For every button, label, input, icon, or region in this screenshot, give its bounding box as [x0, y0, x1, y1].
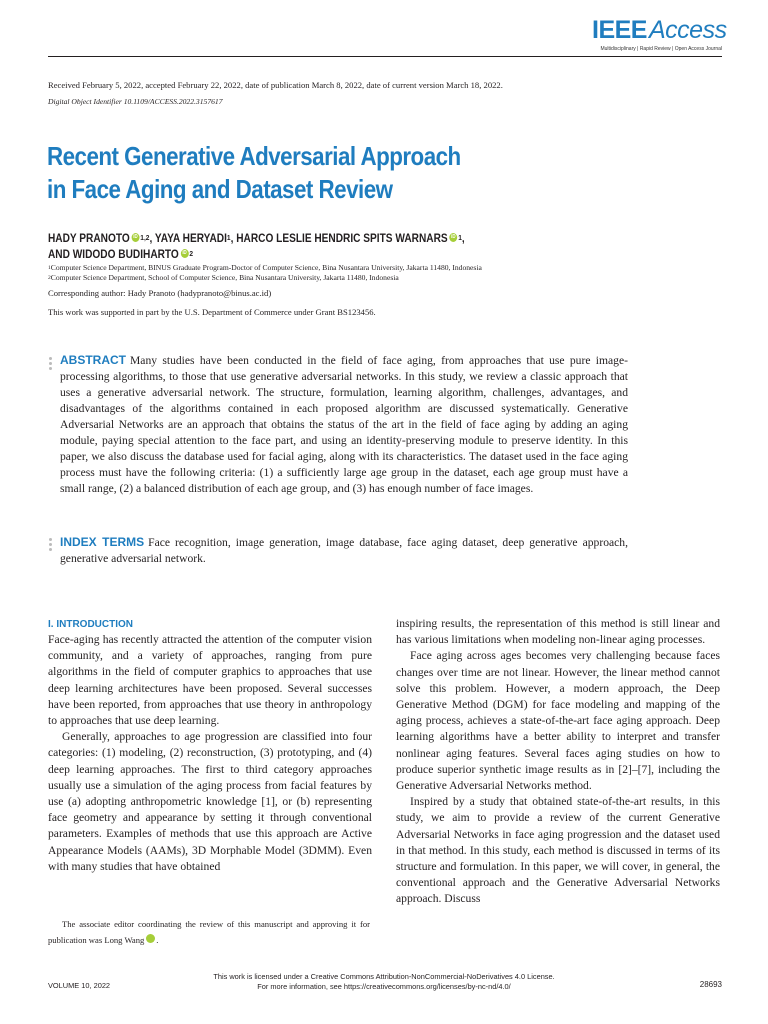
logo-ieee-text: IEEE	[592, 16, 647, 44]
title-line-2: in Face Aging and Dataset Review	[47, 174, 393, 204]
affiliation-1	[48, 263, 728, 273]
author-affil-sup: 2	[189, 249, 194, 258]
license-line-1: This work is licensed under a Creative Commons Attribution-NonCommercial-NoDerivatives 4.0 License.	[213, 972, 555, 981]
orcid-icon[interactable]: iD	[451, 234, 456, 240]
paragraph: Generally, approaches to age progression are classified into four categories: (1) modeling, (2) reconstruction, (3) prototyping, and (4) deep learning approaches. The first to third category approaches usually use a simulation of the aging process from facial features by use (a) adopting anthropometric knowledge [1], or (b) representing face geometry and appearance by setting it through conventional parameters. Examples of methods that use this approach are Active Appearance Models (AAMs), 3D Morphable Model (3DMM). Even with many studies that have obtained	[48, 730, 372, 873]
funding-statement: This work was supported in part by the U.S. Department of Commerce under Grant BS123456.	[48, 307, 376, 317]
paragraph: Face aging across ages becomes very challenging because faces changes over time are not linear. However, the linear method cannot solve this problem. However, a modern approach, the Deep Generative Method (DGM) for face modeling and mapping of the aging process, achieves a state-of-the-art face aging approach. Deep learning algorithms have a better ability to interpret and transfer nonlinear aging features. Several faces aging studies on how to produce superior synthetic image results as in [2]–[7], including the Generative Adversarial Networks method.	[396, 649, 720, 793]
license-line-2[interactable]: For more information, see https://creativecommons.org/licenses/by-nc-nd/4.0/	[257, 981, 511, 991]
author-affil-sup: 1	[458, 233, 462, 242]
doi-line[interactable]: Digital Object Identifier 10.1109/ACCESS.2022.3157617	[48, 97, 223, 106]
footnote-text: The associate editor coordinating the review of this manuscript and approving it for publication was Long Wang	[48, 919, 370, 945]
section-heading: I. INTRODUCTION	[48, 619, 133, 630]
abstract	[60, 352, 628, 497]
orcid-icon[interactable]: iD	[133, 234, 138, 240]
orcid-icon[interactable]: iD	[146, 934, 155, 943]
header-rule	[48, 56, 722, 57]
license-notice	[160, 972, 608, 991]
page-number: 28693	[699, 980, 722, 989]
author-line-2	[48, 247, 682, 263]
index-terms	[60, 534, 628, 567]
author-name: , YAYA HERYADI	[149, 233, 227, 245]
volume-label: VOLUME 10, 2022	[48, 981, 111, 990]
paragraph: inspiring results, the representation of this method is still linear and has various limitations when modeling non-linear aging processes.	[396, 617, 720, 647]
editor-footnote: The associate editor coordinating the review of this manuscript and approving it for publication was Long Wang iD.	[48, 919, 370, 945]
journal-tagline: Multidisciplinary | Rapid Review | Open Access Journal	[600, 46, 722, 52]
paragraph: Face-aging has recently attracted the attention of the computer vision community, and a variety of approaches, ranging from pure algorithms in the field of computer graphics to approaches that use deep learning architectures have been proposed. Several successes have been reported, from approaches that use theory in anthropology to approaches that use deep learning.	[48, 633, 372, 728]
abstract-text: Many studies have been conducted in the field of face aging, from approaches that use pure image-processing algorithms, to those that use generative adversarial networks. In this study, we review a classic approach that uses a generative adversarial network. The structure, formulation, learning algorithm, challenges, advantages, and disadvantages of the algorithms contained in each proposed algorithm are discussed systematically. Generative Adversarial Networks are an approach that obtains the status of the art in the field of face aging by adding an aging module, paying special attention to the face part, and using an identity-preserving module to preserve identity. In this paper, we also discuss the database used for facial aging, along with its characteristics. The dataset used in the face aging process must have the following criteria: (1) a sufficiently large age group in the dataset, each age group must have a small range, (2) a balanced distribution of each age group, and (3) has enough number of face images.	[60, 354, 628, 495]
received-dates: Received February 5, 2022, accepted February 22, 2022, date of publication March 8, 2022, date of current version March 18, 2022.	[48, 80, 503, 90]
paper-title	[47, 140, 563, 206]
index-terms-marker-icon	[49, 538, 53, 553]
affil-text: Computer Science Department, School of Computer Science, Bina Nusantara University, Jakarta 11480, Indonesia	[50, 273, 399, 282]
abstract-label: ABSTRACT	[60, 353, 126, 367]
affil-sup: 2	[48, 275, 51, 281]
affil-text: Computer Science Department, BINUS Graduate Program-Doctor of Computer Science, Bina Nusantara University, Jakarta 11480, Indonesia	[50, 263, 482, 272]
author-separator: ,	[461, 233, 465, 245]
affil-sup: 1	[48, 265, 51, 271]
abstract-marker-icon	[49, 357, 53, 372]
logo-access-text: Access	[648, 16, 727, 44]
title-line-1: Recent Generative Adversarial Approach	[47, 141, 461, 171]
index-terms-text: Face recognition, image generation, image database, face aging dataset, deep generative approach, generative adversarial network.	[60, 536, 628, 565]
author-affil-sup: 1	[226, 233, 231, 242]
author-name: , HARCO LESLIE HENDRIC SPITS WARNARS	[230, 233, 448, 245]
orcid-icon[interactable]: iD	[182, 250, 187, 256]
index-terms-label: INDEX TERMS	[60, 535, 145, 549]
affiliation-2	[48, 273, 728, 283]
author-list	[48, 231, 768, 263]
left-column	[48, 632, 372, 875]
right-column	[396, 616, 720, 908]
paragraph: Inspired by a study that obtained state-of-the-art results, in this study, we aim to provide a review of the current Generative Adversarial Networks in face aging progression and the dataset used in that method. In this study, each method is discussed in terms of its structure and formulation. In this paper, we will cover, in general, the conventional approach and the Generative Adversarial Networks approach. Discuss	[396, 795, 720, 906]
author-affil-sup: 1,2	[140, 233, 150, 242]
affiliations	[48, 263, 728, 283]
author-name: AND WIDODO BUDIHARTO	[48, 249, 179, 261]
author-name: HADY PRANOTO	[48, 233, 130, 245]
corresponding-author: Corresponding author: Hady Pranoto (hadypranoto@binus.ac.id)	[48, 288, 272, 298]
author-line-1	[48, 231, 682, 247]
ieee-access-logo	[592, 16, 727, 45]
